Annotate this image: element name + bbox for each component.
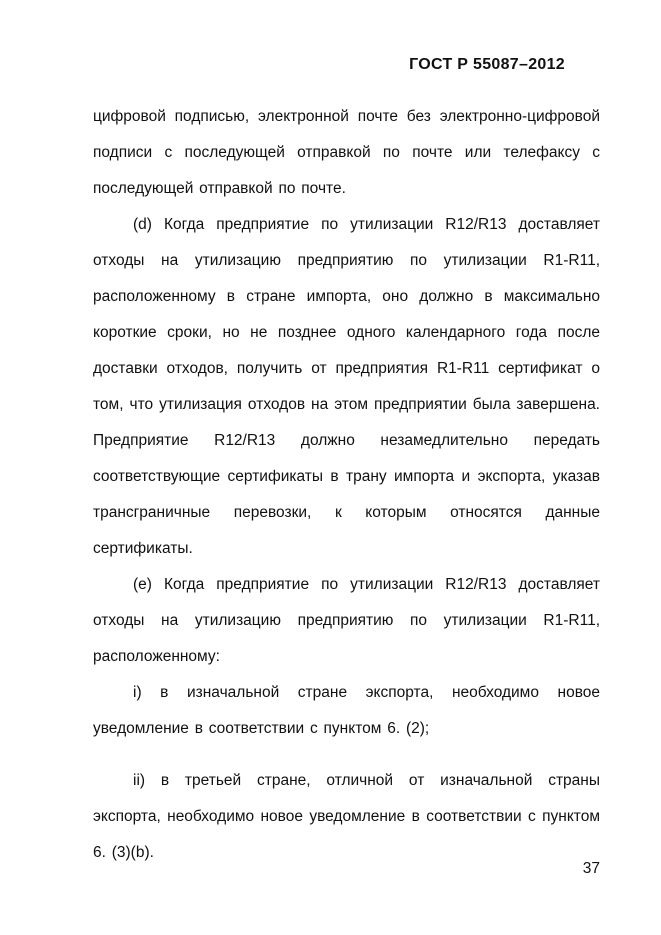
paragraph-subitem-i: i) в изначальной стране экспорта, необходимо новое уведомление в соответствии с пунктом 6. (2); [93,684,600,737]
paragraph-item-d: (d) Когда предприятие по утилизации R12/R13 доставляет отходы на утилизацию предприятию по утилизации R1-R11, расположенному в стране импорта, оно должно в максимально короткие сроки, но не позднее одного календарного года после доставки отходов, получить от предприятия R1-R11 сертификат о том, что утилизация отходов на этом предприятии была завершена. Предприятие R12/R13 должно незамедлительно передать соответствующие сертификаты в трану импорта и экспорта, указав трансграничные перевозки, к которым относятся данные сертификаты. [93,216,600,557]
paragraph-item-e: (e) Когда предприятие по утилизации R12/R13 доставляет отходы на утилизацию предприятию по утилизации R1-R11, расположенному: [93,576,600,665]
paragraph-continuation: цифровой подписью, электронной почте без электронно-цифровой подписи с последующей отправкой по почте или телефаксу с последующей отправкой по почте. [93,108,600,197]
document-standard-header: ГОСТ Р 55087–2012 [409,56,565,73]
page-number: 37 [582,860,600,877]
document-body [93,99,600,871]
paragraph-subitem-ii: ii) в третьей стране, отличной от изначальной страны экспорта, необходимо новое уведомление в соответствии с пунктом 6. (3)(b). [93,772,600,861]
